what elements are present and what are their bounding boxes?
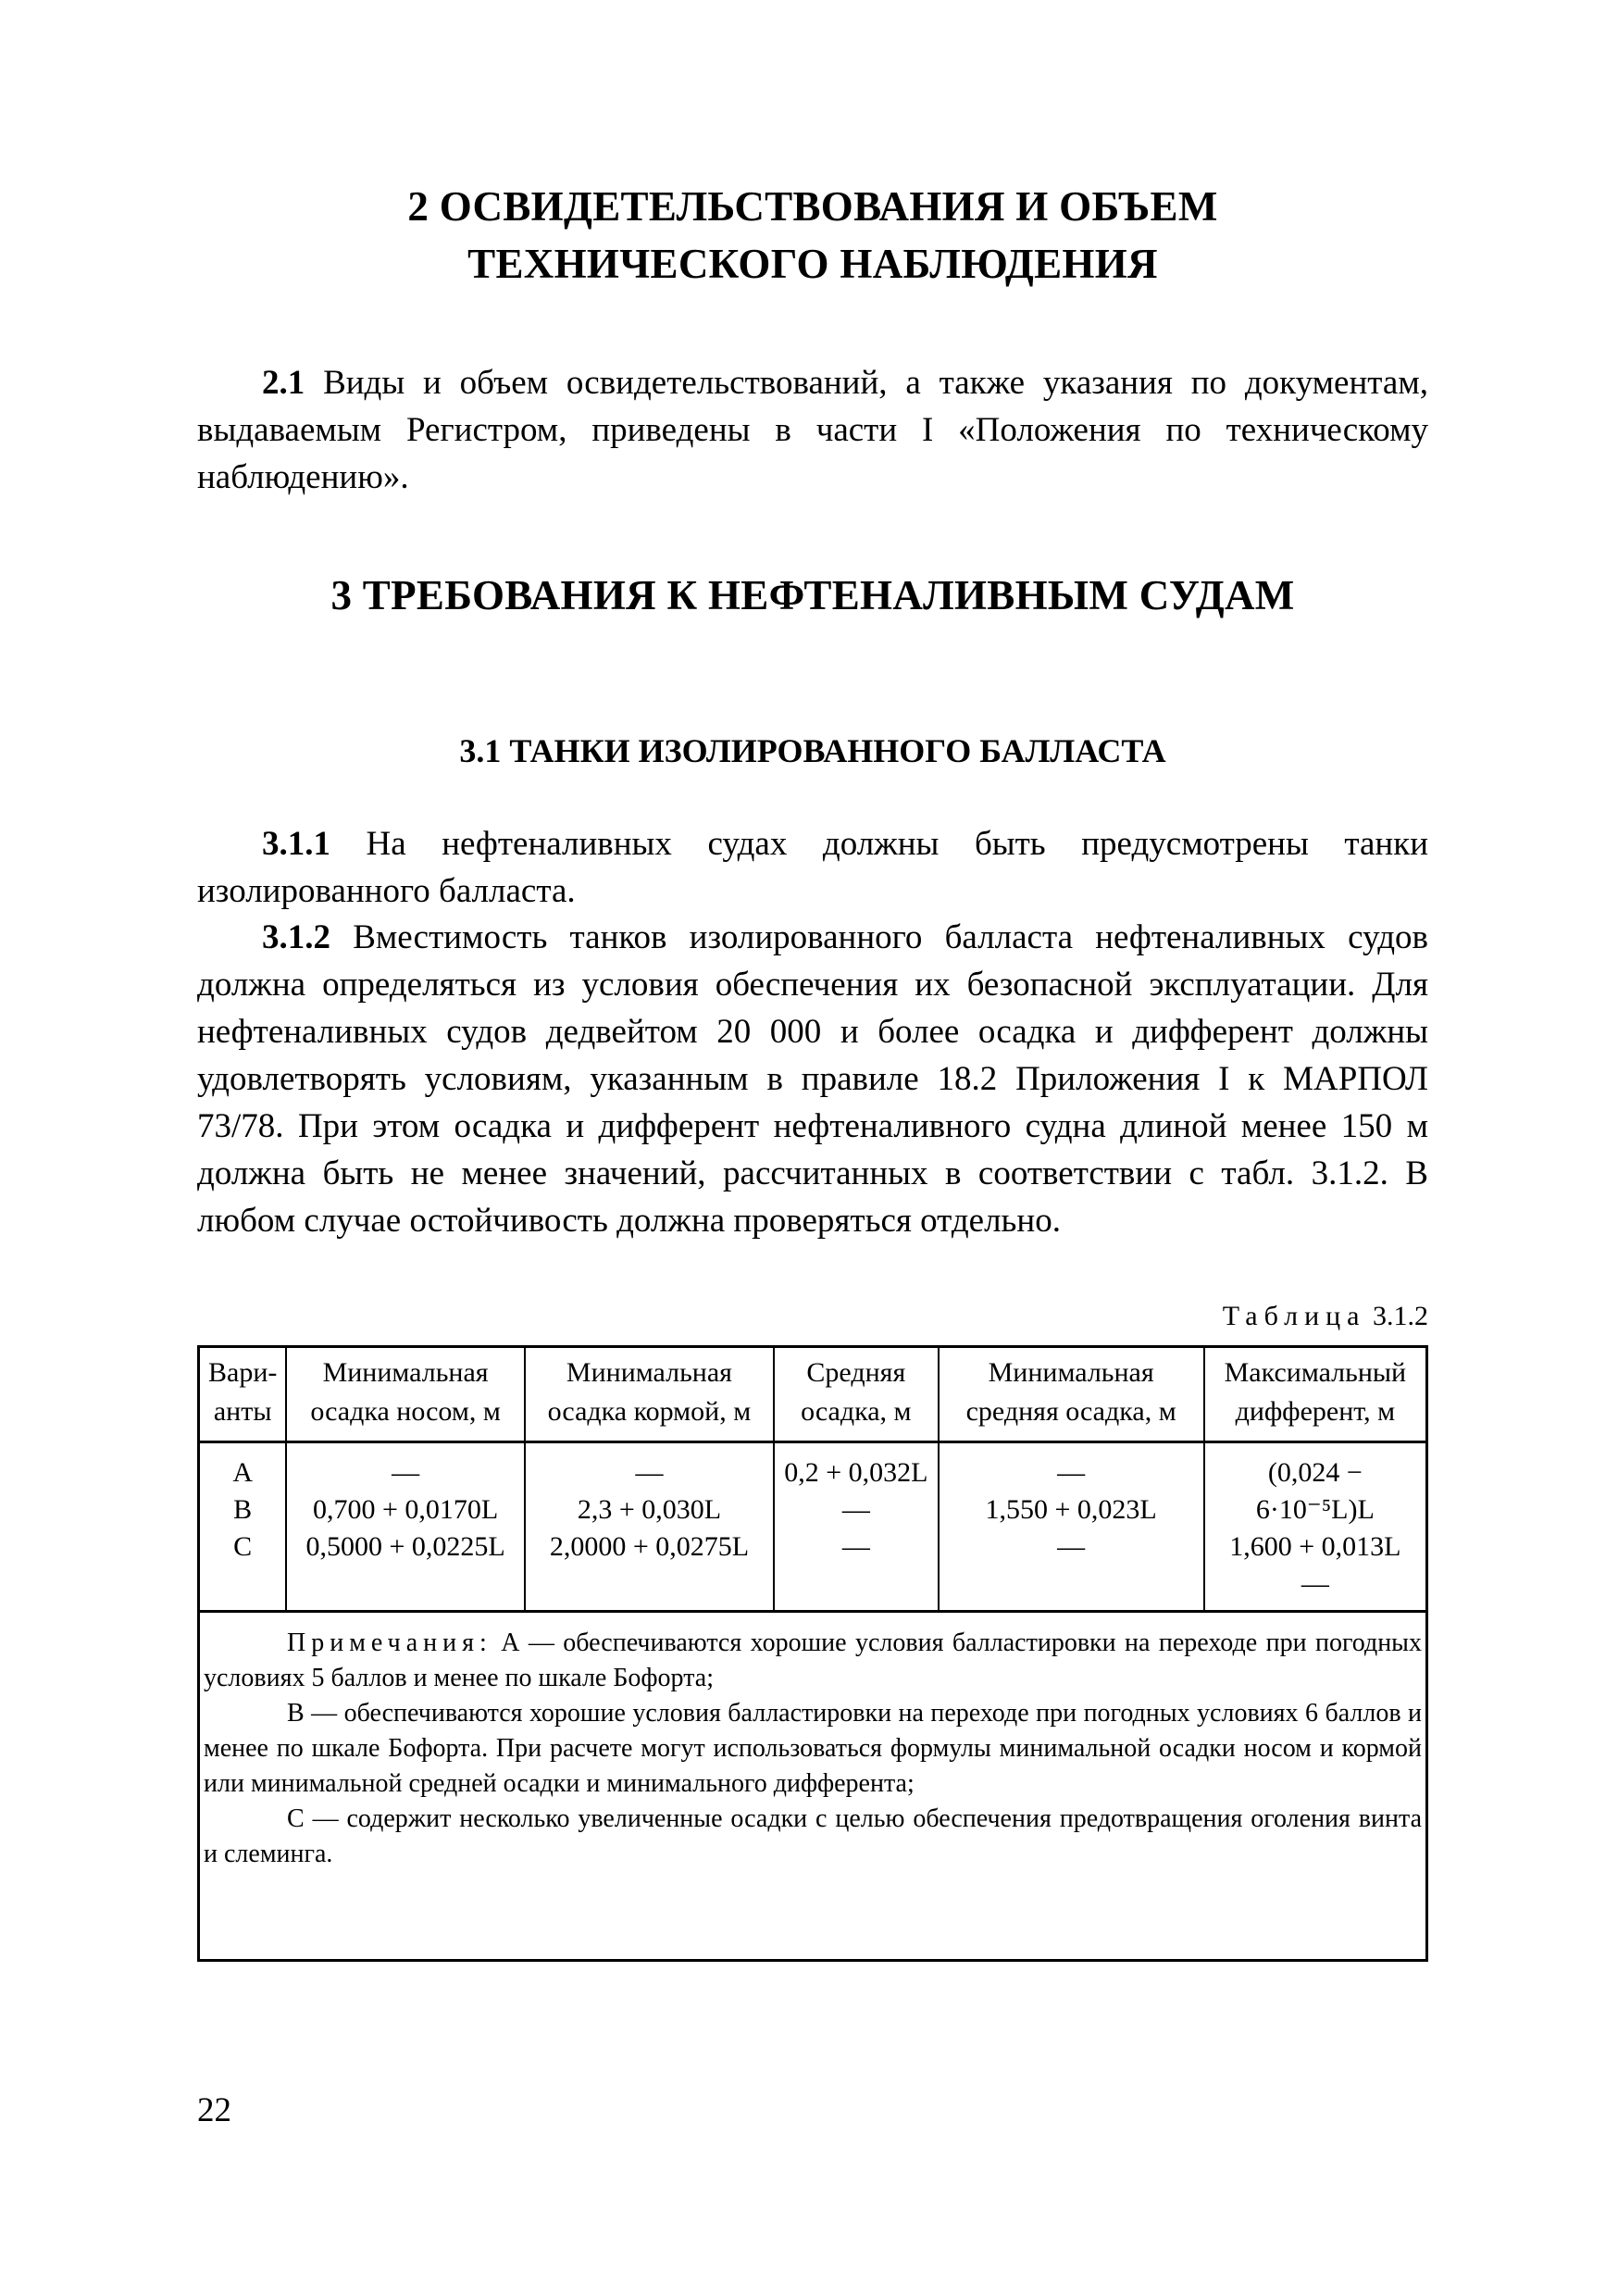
notes-heading: Примечания:	[287, 1628, 492, 1657]
mean-draft-cell: 0,2 + 0,032L — —	[774, 1442, 938, 1612]
note-b: В — обеспечиваются хорошие условия балластировки на переходе при погодных условиях 6 баллов и менее по шкале Бофорта. При расчете могут использоваться формулы минимальной осадки носом и кормой или минимальной средней осадки и минимального дифферента;	[204, 1699, 1422, 1798]
header-mean-draft: Средняя осадка, м	[774, 1347, 938, 1442]
section-2-title-line1: 2 ОСВИДЕТЕЛЬСТВОВАНИЯ И ОБЪЕМ	[407, 183, 1218, 230]
max-trim-cell: (0,024 − 6·10⁻⁵L)L 1,600 + 0,013L —	[1204, 1442, 1427, 1612]
table-notes	[199, 1612, 1427, 1961]
paragraph-2-1-text: Виды и объем освидетельствований, а также указания по документам, выдаваемым Регистром, приведены в части I «Положения по техническому наблюдению».	[197, 364, 1428, 496]
paragraph-3-1-1-number: 3.1.1	[262, 825, 330, 863]
table-caption	[1223, 1301, 1428, 1332]
document-page	[197, 0, 1428, 2296]
paragraph-3-1-2-number: 3.1.2	[262, 918, 330, 956]
paragraph-2-1	[197, 359, 1428, 501]
min-mean-draft-cell: — 1,550 + 0,023L —	[939, 1442, 1204, 1612]
variants-cell: A B C	[199, 1442, 287, 1612]
min-draft-stern-cell: — 2,3 + 0,030L 2,0000 + 0,0275L	[525, 1442, 774, 1612]
paragraph-2-1-number: 2.1	[262, 364, 305, 402]
header-min-draft-bow: Минимальная осадка носом, м	[286, 1347, 524, 1442]
note-a: Примечания: А — обеспечиваются хорошие условия балластировки на переходе при погодных условиях 5 баллов и менее по шкале Бофорта;	[204, 1628, 1422, 1692]
min-draft-bow-cell: — 0,700 + 0,0170L 0,5000 + 0,0225L	[286, 1442, 524, 1612]
paragraph-3-1-1-text: На нефтеналивных судах должны быть предусмотрены танки изолированного балласта.	[197, 825, 1428, 910]
header-min-mean-draft: Минимальная средняя осадка, м	[939, 1347, 1204, 1442]
note-c: С — содержит несколько увеличенные осадки с целью обеспечения предотвращения оголения винта и слеминга.	[204, 1804, 1422, 1868]
section-2-title	[197, 178, 1428, 293]
table-header-row	[199, 1347, 1427, 1442]
table-data-row	[199, 1442, 1427, 1612]
ballast-draft-table	[197, 1345, 1428, 1962]
page-number: 22	[197, 2091, 231, 2129]
section-2-title-line2: ТЕХНИЧЕСКОГО НАБЛЮДЕНИЯ	[467, 241, 1158, 287]
table-notes-row	[199, 1612, 1427, 1961]
header-max-trim: Максимальный дифферент, м	[1204, 1347, 1427, 1442]
header-variants: Вари- анты	[199, 1347, 287, 1442]
subsection-3-1-title: 3.1 ТАНКИ ИЗОЛИРОВАННОГО БАЛЛАСТА	[459, 732, 1166, 769]
paragraph-3-1-2	[197, 914, 1428, 1244]
paragraph-3-1-1	[197, 820, 1428, 915]
header-min-draft-stern: Минимальная осадка кормой, м	[525, 1347, 774, 1442]
paragraph-3-1-2-text: Вместимость танков изолированного балласта нефтеналивных судов должна определяться из условия обеспечения их безопасной эксплуатации. Для нефтеналивных судов дедвейтом 20 000 и более осадка и дифферент должны удовлетворять условиям, указанным в правиле 18.2 Приложения I к МАРПОЛ 73/78. При этом осадка и дифферент нефтеналивного судна длиной менее 150 м должна быть не менее значений, рассчитанных в соответствии с табл. 3.1.2. В любом случае остойчивость должна проверяться отдельно.	[197, 918, 1428, 1240]
table-caption-number: 3.1.2	[1365, 1301, 1428, 1331]
section-3-title: 3 ТРЕБОВАНИЯ К НЕФТЕНАЛИВНЫМ СУДАМ	[330, 572, 1295, 618]
table-caption-word: Таблица	[1222, 1301, 1366, 1331]
